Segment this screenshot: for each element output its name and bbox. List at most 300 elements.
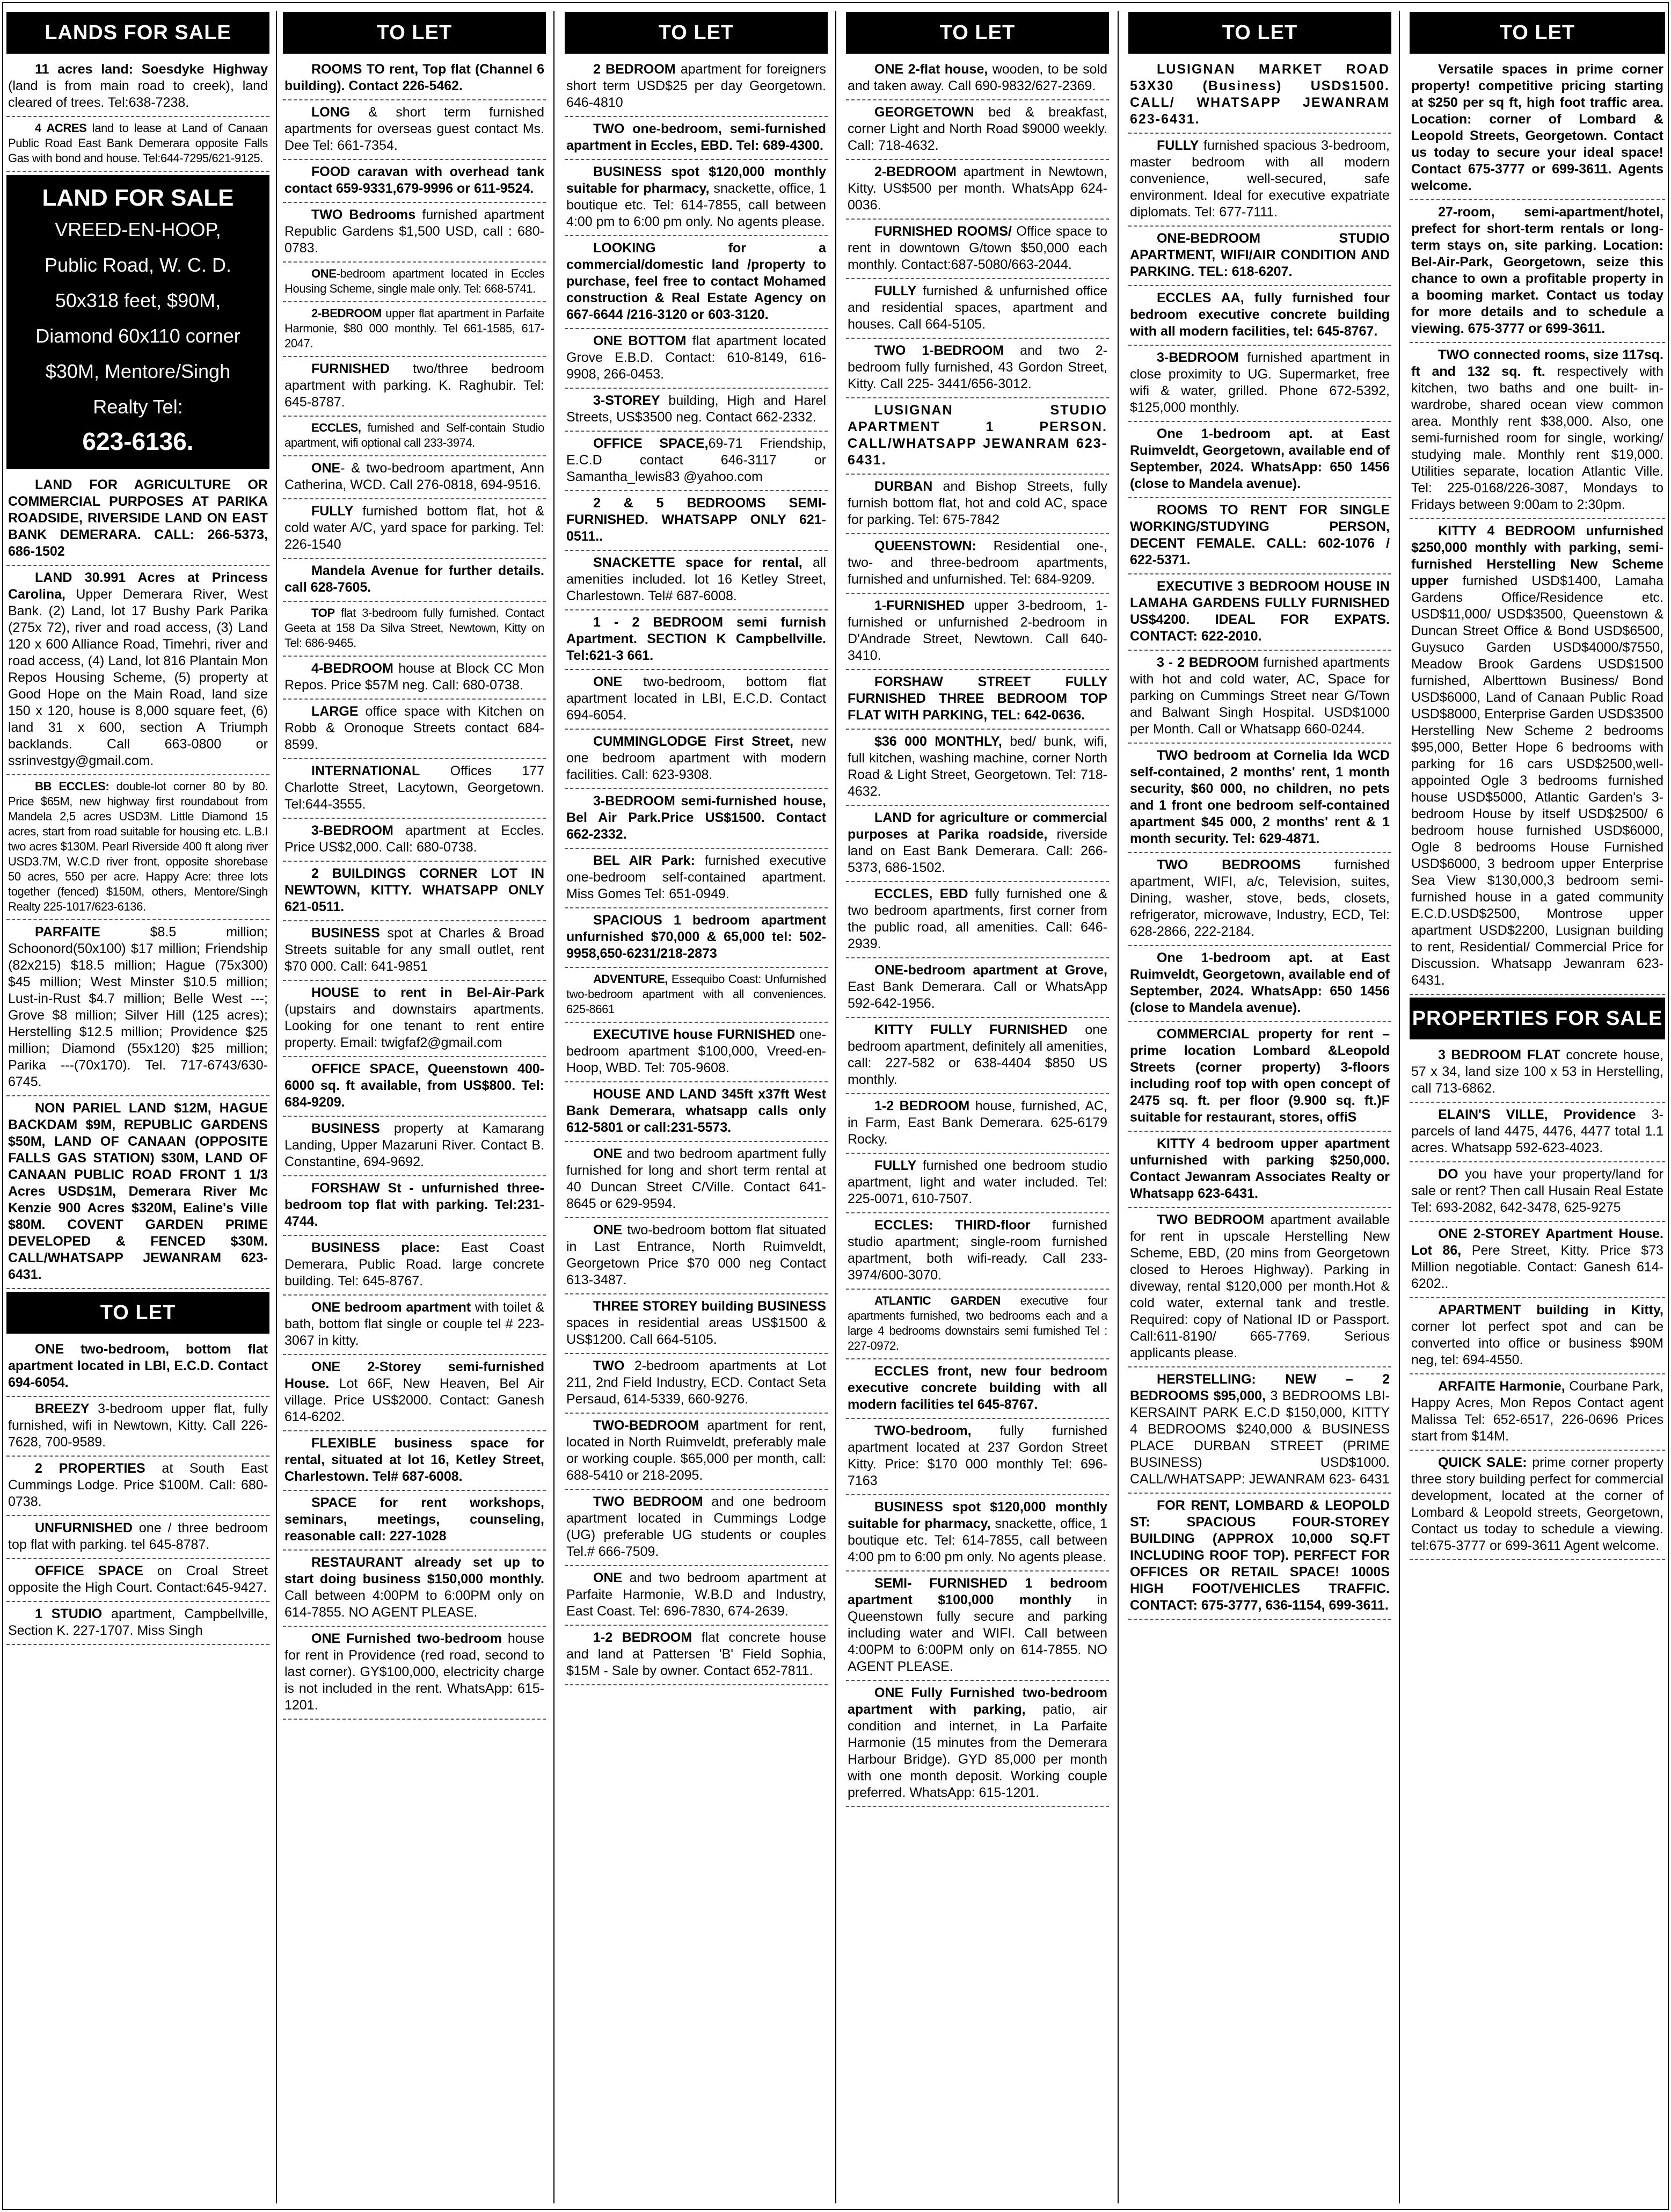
ad-body: apartment available for rent in upscale Herstelling New Scheme, EBD, (20 mins from Georgetown closed to Heroes Highway). Parking in diveway, rental $120,000 per month.Hot & cold water, external tank and trestle. Required: copy of National ID or Passport. Call:611-8190/ 665-7769. Serious applicants please. xyxy=(1130,1212,1390,1360)
column-divider xyxy=(835,11,836,2203)
classified-ad xyxy=(283,502,546,559)
classified-ad xyxy=(6,60,269,117)
ad-lead: QUEENSTOWN: xyxy=(874,539,976,554)
ad-body: Courbane Park, Happy Acres, Mon Repos Contact agent Malissa Tel: 652-6517, 226-0696 Prices start from $14M. xyxy=(1411,1379,1663,1444)
ad-lead: ONE Furnished two-bedroom xyxy=(311,1631,502,1646)
classified-ad xyxy=(1128,348,1391,422)
ad-lead: LUSIGNAN STUDIO APARTMENT 1 PERSON. CALL/WHATSAPP JEWANRAM 623-6431. xyxy=(848,403,1107,468)
ad-lead: TWO BEDROOMS xyxy=(1157,857,1301,872)
classified-ad xyxy=(283,562,546,602)
classified-ad xyxy=(565,120,828,160)
ad-body: spot at Charles & Broad Streets suitable for any small outlet, rent $70 000. Call: 641-9851 xyxy=(284,926,544,974)
ad-body: and one bedroom apartment located in Cummings Lodge (UG) preferable UG students or couples Tel.# 666-7509. xyxy=(566,1494,826,1559)
classified-ad xyxy=(846,732,1109,806)
ad-body: Pere Street, Kitty. Price $73 Million negotiable. Contact: Ganesh 614-6202.. xyxy=(1411,1243,1663,1291)
classified-ad xyxy=(1410,203,1665,343)
classified-ad xyxy=(283,984,546,1057)
ad-lead: ONE xyxy=(311,461,341,476)
classified-ad xyxy=(565,434,828,491)
ad-lead: ATLANTIC GARDEN xyxy=(874,1294,1001,1307)
ad-lead: LAND for agriculture or commercial purposes at Parika roadside, xyxy=(848,810,1107,842)
ad-body: fully furnished one & two bedroom apartments, first corner from the public road, all amenities. Call: 646-2939. xyxy=(848,886,1107,951)
ad-body: at South East Cummings Lodge. Price $100M. Call: 680-0738. xyxy=(8,1461,268,1509)
classified-ad xyxy=(846,60,1109,100)
ad-lead: ECCLES AA, fully furnished four bedroom executive concrete building with all modern facilities, tel: 645-8767. xyxy=(1130,290,1390,339)
column-to-let-3 xyxy=(846,12,1109,2203)
ad-lead: KITTY 4 BEDROOM unfurnished $250,000 monthly with parking, semi-furnished Herstelling New Scheme upper xyxy=(1411,523,1663,588)
ad-lead: GEORGETOWN xyxy=(874,105,974,120)
ad-lead: ECCLES, xyxy=(311,421,361,434)
box-title: LAND FOR SALE xyxy=(42,185,234,211)
column-to-let-2 xyxy=(565,12,828,2203)
ad-body: concrete house, 57 x 34, land size 100 x 53 in Herstelling, call 713-6862. xyxy=(1411,1047,1663,1096)
ad-body: Essequibo Coast: Unfurnished two-bedroom apartment with all conveniences. 625-8661 xyxy=(566,972,826,1016)
column-divider xyxy=(1118,11,1119,2203)
ad-lead: HOUSE AND LAND 345ft x37ft West Bank Demerara, whatsapp calls only 612-5801 or call:231-5573. xyxy=(566,1087,826,1135)
classified-ad xyxy=(565,163,828,236)
classified-ad xyxy=(846,1498,1109,1571)
classified-ad xyxy=(283,265,546,302)
ad-body: house, furnished, AC, in Farm, East Bank Demerara. 625-6179 Rocky. xyxy=(848,1098,1107,1147)
classified-ad xyxy=(1128,1496,1391,1620)
box-line: Realty Tel: xyxy=(93,396,183,418)
ad-body: upper flat apartment in Parfaite Harmonie, $80 000 monthly. Tel 661-1585, 617-2047. xyxy=(284,307,544,350)
ad-lead: FULLY xyxy=(874,283,917,299)
ad-body: apartment at Eccles. Price US$2,000. Call: 680-0738. xyxy=(284,823,544,855)
ad-body: 3-bedroom upper flat, fully furnished, wifi in Newtown, Kitty. Call 226-7628, 700-9589. xyxy=(8,1401,268,1450)
classified-ad xyxy=(565,1025,828,1082)
ad-body: $8.5 million; Schoonord(50x100) $17 million; Friendship (82x215) $18.5 million; Hague (75x300) $45 million; West Minster $10.5 million; Lust-in-Rust $4.7 million; Belle West ---; Grove $8 million; Silver Hill (125 acres); Herstelling $12.5 million; Providence $25 million; Diamond (55x120) $25 million; Parika ---(70x170). Tel. 717-6743/630-6745. xyxy=(8,925,268,1089)
ad-lead: BREEZY xyxy=(35,1401,90,1416)
classified-ad xyxy=(846,961,1109,1018)
classified-ad xyxy=(846,809,1109,882)
ad-body: apartment in Newtown, Kitty. US$500 per month. WhatsApp 624-0036. xyxy=(848,164,1107,213)
ad-lead: BB ECCLES: xyxy=(35,780,110,793)
classified-ad xyxy=(283,1119,546,1176)
classified-ad xyxy=(565,1145,828,1218)
classified-ad xyxy=(846,401,1109,475)
ad-lead: One 1-bedroom apt. at East Ruimveldt, Georgetown, available end of September, 2024. WhatsApp: 650 1456 (close to Mandela avenue). xyxy=(1130,426,1390,491)
classified-ad xyxy=(846,103,1109,160)
classified-ad xyxy=(565,673,828,730)
ad-lead: FORSHAW St - unfurnished three-bedroom top flat with parking. Tel:231-4744. xyxy=(284,1181,544,1229)
ad-body: flat concrete house and land at Pattersen 'B' Field Sophia, $15M - Sale by owner. Contact 652-7811. xyxy=(566,1630,826,1678)
ad-body: 2-bedroom apartments at Lot 211, 2nd Field Industry, ECD. Contact Seta Persaud, 614-5339, 660-9276. xyxy=(566,1358,826,1407)
ad-lead: ONE two-bedroom, bottom flat apartment located in LBI, E.C.D. Contact 694-6054. xyxy=(8,1342,268,1390)
classified-ad xyxy=(283,1298,546,1355)
ad-body: (upstairs and downstairs apartments. Looking for one tenant to rent entire property. Email: twigfaf2@gmail.com xyxy=(284,1002,544,1050)
ad-body: 3-parcels of land 4475, 4476, 4477 total 1.1 acres. Whatsapp 592-623-4023. xyxy=(1411,1107,1663,1155)
ad-body: furnished spacious 3-bedroom, master bedroom with all modern convenience, well-secured, safe environment. Ideal for executive expatriate diplomats. Tel: 677-7111. xyxy=(1130,138,1390,220)
classified-ad xyxy=(6,1519,269,1559)
column-divider xyxy=(553,11,554,2203)
ad-lead: ONE Fully Furnished two-bedroom apartment with parking, xyxy=(848,1685,1107,1717)
ad-lead: EXECUTIVE house FURNISHED xyxy=(593,1027,796,1042)
classified-ad xyxy=(283,924,546,981)
column-to-let-1 xyxy=(283,12,546,2203)
ad-body: furnished studio apartment; single-room furnished apartment, both wifi-ready. Call 233-3974/600-3070. xyxy=(848,1218,1107,1283)
classified-ad xyxy=(6,1459,269,1516)
ad-lead: ONE xyxy=(593,1146,623,1161)
ad-body: two-bedroom, bottom flat apartment located in LBI, E.C.D. Contact 694-6054. xyxy=(566,674,826,723)
ad-body: two/three bedroom apartment with parking. K. Raghubir. Tel: 645-8787. xyxy=(284,361,544,410)
ad-body: apartment for rent, located in North Ruimveldt, preferably male or working couple. $65,000 per month, call: 688-5410 or 218-2095. xyxy=(566,1418,826,1483)
ad-lead: 2 & 5 BEDROOMS SEMI-FURNISHED. WHATSAPP ONLY 621-0511.. xyxy=(566,496,826,544)
box-line: Public Road, W. C. D. xyxy=(44,254,232,276)
classified-ad xyxy=(283,1629,546,1720)
ad-lead: 1-2 BEDROOM xyxy=(874,1098,970,1114)
ad-lead: HERSTELLING: NEW – 2 BEDROOMS $95,000, xyxy=(1130,1372,1390,1403)
ad-body: snackette, office, 1 boutique etc. Tel: 614-7855, call between 4:00 pm to 6:00 pm only. No agents please. xyxy=(848,1516,1107,1565)
ad-body: flat 3-bedroom fully furnished. Contact Geeta at 158 Da Silva Street, Newtown, Kitty on Tel: 686-9465. xyxy=(284,606,544,650)
ad-body: house for rent in Providence (red road, second to last corner). GY$100,000, electricity charge is not included in the rent. WhatsApp: 615-1201. xyxy=(284,1631,544,1713)
classified-ad xyxy=(846,1156,1109,1213)
ad-body: land to lease at Land of Canaan Public Road East Bank Demerara opposite Falls Gas with bond and house. Tel:644-7295/621-9125. xyxy=(8,121,268,165)
ad-body: furnished apartment, WIFI, a/c, Television, suites, Dining, washer, stove, beds, closets, refrigerator, microwave, Industry, ECD, Tel: 628-2866, 222-2184. xyxy=(1130,857,1390,939)
classified-ad xyxy=(1128,577,1391,651)
classified-ad xyxy=(283,864,546,921)
ad-lead: LAND FOR AGRICULTURE OR COMMERCIAL PURPOSES AT PARIKA ROADSIDE, RIVERSIDE LAND ON EAST BANK DEMERARA. CALL: 266-5373, 686-1502 xyxy=(8,477,268,559)
classified-ad xyxy=(6,1562,269,1602)
classified-ad xyxy=(283,821,546,862)
ad-body: furnished & unfurnished office and residential spaces, apartment and houses. Call 664-5105. xyxy=(848,283,1107,332)
ad-body: respectively with kitchen, two baths and one built- in-wardrobe, shared ocean view common area. Monthly rent $38,000. Also, one semi-furnished room for single, working/ studying male. Monthly rent $19,000. Utilities separate, location Atlantic Ville. Tel: 225-0168/226-3087, Mondays to Fridays between 9:00am to 2:30pm. xyxy=(1411,364,1663,512)
ad-lead: 2 BEDROOM xyxy=(593,62,676,77)
classified-ad xyxy=(846,537,1109,594)
ad-lead: TWO-bedroom, xyxy=(874,1423,972,1438)
ad-lead: ONE BOTTOM xyxy=(593,333,687,348)
classified-ad xyxy=(283,659,546,700)
ad-body: - & two-bedroom apartment, Ann Catherina, WCD. Call 276-0818, 694-9516. xyxy=(284,461,544,492)
ad-lead: SPACIOUS 1 bedroom apartment unfurnished $70,000 & 65,000 tel: 502-9958,650-6231/218-2873 xyxy=(566,913,826,961)
ad-lead: ECCLES: THIRD-floor xyxy=(874,1218,1031,1233)
ad-lead: RESTAURANT already set up to start doing business $150,000 monthly. xyxy=(284,1555,544,1587)
ad-lead: TWO BEDROOM xyxy=(593,1494,703,1509)
ad-body: & short term furnished apartments for overseas guest contact Ms. Dee Tel: 661-7354. xyxy=(284,105,544,153)
ad-body: one / three bedroom top flat with parking. tel 645-8787. xyxy=(8,1520,268,1552)
ad-lead: ONE-BEDROOM STUDIO APARTMENT, WIFI/AIR CONDITION AND PARKING. TEL: 618-6207. xyxy=(1130,231,1390,279)
ad-body: and two bedroom apartment fully furnished for long and short term rental at 40 Duncan Street C/Ville. Contact 641-8645 or 629-9594. xyxy=(566,1146,826,1211)
ad-lead: BUSINESS spot $120,000 monthly suitable for pharmacy, xyxy=(848,1500,1107,1531)
ad-lead: ONE xyxy=(593,674,623,689)
ad-body: in Queenstown fully secure and parking including water and WIFI. Call between 4:00PM to 6:00PM only on 614-7855. NO AGENT PLEASE. xyxy=(848,1592,1107,1674)
ad-lead: LARGE xyxy=(311,704,359,719)
classified-ad xyxy=(1128,653,1391,744)
ad-lead: ONE 2-STOREY Apartment House. Lot 86, xyxy=(1411,1226,1663,1258)
classified-ad xyxy=(283,1434,546,1491)
classified-ad xyxy=(846,477,1109,534)
classified-ad xyxy=(565,1221,828,1294)
ad-lead: $36 000 MONTHLY, xyxy=(874,734,1002,749)
ad-lead: ONE xyxy=(311,267,337,280)
ad-lead: NON PARIEL LAND $12M, HAGUE BACKDAM $9M, REPUBLIC GARDENS $50M, LAND OF CANAAN (OPPOSITE FALLS GAS STATION) $30M, LAND OF CANAAN PUBLIC ROAD FRONT 1 1/3 Acres USD$1M, Demerara River Mc Kenzie 900 Acres $320M, Ealine's Ville $80M. COVENT GARDEN PRIME DEVELOPED & FENCED $30M. CALL/WHATSAPP JEWANRAM 623-6431. xyxy=(8,1101,268,1282)
classified-ad xyxy=(1128,229,1391,286)
ad-lead: ROOMS TO RENT FOR SINGLE WORKING/STUDYING PERSON, DECENT FEMALE. CALL: 602-1076 / 622-5371. xyxy=(1130,503,1390,567)
ad-lead: PARFAITE xyxy=(35,925,100,940)
classified-ad xyxy=(283,360,546,417)
section-header: TO LET xyxy=(1410,12,1665,54)
ad-lead: TWO bedroom at Cornelia Ida WCD self-contained, 2 months' rent, 1 month security, $60 000, no children, no pets and 1 front one bedroom self-contained apartment $45 000, 2 months' rent & 1 month security. Tel: 629-4871. xyxy=(1130,748,1390,846)
section-header: TO LET xyxy=(6,1292,269,1334)
ad-body: snackette, office, 1 boutique etc. Tel: 614-7855, call between 4:00 pm to 6:00 pm only. No agents please. xyxy=(566,181,826,229)
box-line: Diamond 60x110 corner xyxy=(35,325,240,347)
classified-ad xyxy=(846,1422,1109,1495)
classified-ad xyxy=(1410,1301,1665,1374)
classified-ad xyxy=(846,1097,1109,1154)
column-divider xyxy=(276,11,277,2203)
ad-body: Lot 66F, New Heaven, Bel Air village. Price US$2000. Contact: Ganesh 614-6202. xyxy=(284,1376,544,1424)
ad-lead: BUSINESS place: xyxy=(311,1240,440,1255)
ad-lead: BEL AIR Park: xyxy=(593,853,695,868)
ad-lead: FULLY xyxy=(311,504,354,519)
classified-ad xyxy=(565,60,828,117)
ad-lead: FLEXIBLE business space for rental, situated at lot 16, Ketley Street, Charlestown. Tel# 687-6008. xyxy=(284,1436,544,1484)
ad-body: and Bishop Streets, fully furnish bottom flat, hot and cold AC, space for parking. Tel: 675-7842 xyxy=(848,479,1107,527)
ad-body: office space with Kitchen on Robb & Oronoque Streets contact 684-8599. xyxy=(284,704,544,752)
classified-ad xyxy=(283,1494,546,1551)
ad-lead: ECCLES, EBD xyxy=(874,886,968,901)
ad-lead: TWO Bedrooms xyxy=(311,207,416,222)
ad-body: East Bank Demerara. Call or WhatsApp 592-642-1956. xyxy=(848,979,1107,1011)
classified-ad xyxy=(283,419,546,456)
classified-ad xyxy=(1128,856,1391,946)
ad-body: furnished bottom flat, hot & cold water A/C, yard space for parking. Tel: 226-1540 xyxy=(284,504,544,552)
ad-lead: OFFICE SPACE, Queenstown 400-6000 sq. ft available, from US$800. Tel: 684-9209. xyxy=(284,1061,544,1110)
classified-ad xyxy=(283,163,546,203)
column-lands-for-sale xyxy=(6,12,269,2203)
ad-body: spaces in residential areas US$1500 & US$1200. Call 664-5105. xyxy=(566,1315,826,1347)
classified-ad xyxy=(6,1400,269,1457)
classified-ad xyxy=(283,1358,546,1431)
ad-lead: 2 BUILDINGS CORNER LOT IN NEWTOWN, KITTY. WHATSAPP ONLY 621-0511. xyxy=(284,866,544,914)
classified-ad xyxy=(283,60,546,100)
ad-lead: ONE-bedroom apartment at Grove, xyxy=(874,963,1107,978)
ad-lead: BUSINESS xyxy=(311,1121,380,1136)
ad-lead: LONG xyxy=(311,105,351,120)
ad-lead: SEMI- FURNISHED 1 bedroom apartment $100,000 monthly xyxy=(848,1576,1107,1607)
classified-ad xyxy=(846,885,1109,958)
classified-ad xyxy=(1410,1105,1665,1162)
classified-ad xyxy=(1128,1211,1391,1367)
ad-body: you have your property/land for sale or rent? Then call Husain Real Estate Tel: 693-2082, 642-3478, 625-9275 xyxy=(1411,1167,1663,1215)
ad-body: -bedroom apartment located in Eccles Housing Scheme, single male only. Tel: 668-5741. xyxy=(284,267,544,295)
ad-lead: 27-room, semi-apartment/hotel, prefect for short-term rentals or long-term stays on, site parking. Location: Bel-Air-Park, Georgetown, seize this chance to own a profitable property in a booming market. Contact us today for more details and to schedule a viewing. 675-3777 or 699-3611. xyxy=(1411,205,1663,336)
ad-lead: 4-BEDROOM xyxy=(311,661,393,676)
ad-body: patio, air condition and internet, in La Parfaite Harmonie (15 minutes from the Demerara Harbour Bridge). GYD 85,000 per month with one month deposit. Working couple preferred. WhatsApp: 615-1201. xyxy=(848,1702,1107,1800)
ad-body: new one bedroom apartment with modern facilities. Call: 623-9308. xyxy=(566,734,826,782)
ad-lead: FOR RENT, LOMBARD & LEOPOLD ST: SPACIOUS FOUR-STOREY BUILDING (APPROX 10,000 SQ.FT INCLUDING ROOF TOP). PERFECT FOR OFFICES OR RETAIL SPACE! 1000S HIGH FOOT/VEHICLES TRAFFIC. CONTACT: 675-3777, 636-1154, 699-3611. xyxy=(1130,1498,1390,1613)
classified-ad xyxy=(6,778,269,920)
ad-body: bed/ bunk, wifi, full kitchen, washing machine, corner North Road & Light Street, Georgetown. Tel: 718-4632. xyxy=(848,734,1107,799)
ad-body: one bedroom apartment, definitely all amenities, call: 227-582 or 638-4404 $850 US monthly. xyxy=(848,1022,1107,1087)
classified-ad xyxy=(565,554,828,610)
classified-ad xyxy=(1128,1370,1391,1494)
classified-ad xyxy=(1410,1046,1665,1103)
classified-ad xyxy=(283,1179,546,1236)
ad-body: wooden, to be sold and taken away. Call 690-9832/627-2369. xyxy=(848,62,1107,93)
ad-body: corner lot perfect spot and can be converted into office or business $90M neg, tel: 694-4550. xyxy=(1411,1319,1663,1367)
ad-body: one-bedroom apartment $100,000, Vreed-en-Hoop, WBD. Tel: 705-9608. xyxy=(566,1027,826,1075)
ad-body: building, High and Harel Streets, US$3500 neg. Contact 662-2332. xyxy=(566,393,826,425)
ad-lead: ARFAITE Harmonie, xyxy=(1438,1379,1565,1394)
ad-lead: TWO BEDROOM xyxy=(1157,1212,1265,1227)
classified-ad xyxy=(565,1357,828,1414)
ad-body: and two 2-bedroom fully furnished, 43 Gordon Street, Kitty. Call 225- 3441/656-3012. xyxy=(848,343,1107,391)
ad-lead: LUSIGNAN MARKET ROAD 53X30 (Business) USD$1500. CALL/ WHATSAPP JEWANRAM 623-6431. xyxy=(1130,62,1390,127)
ad-body: furnished apartment in close proximity to UG. Supermarket, free wifi & water, grilled. Phone 672-5392, $125,000 monthly. xyxy=(1130,350,1390,415)
ad-lead: KITTY 4 bedroom upper apartment unfurnished with parking $250,000. Contact Jewanram Associates Realty or Whatsapp 623-6431. xyxy=(1130,1136,1390,1201)
ad-lead: LOOKING for a commercial/domestic land /property to purchase, feel free to contact Mohamed construction & Real Estate Agency on 667-6644 /216-3120 or 603-3120. xyxy=(566,241,826,322)
ad-lead: SPACE for rent workshops, seminars, meetings, counseling, reasonable call: 227-1028 xyxy=(284,1495,544,1544)
classified-ad xyxy=(565,971,828,1023)
ad-body: Upper Demerara River, West Bank. (2) Land, lot 17 Bushy Park Parika (275x 72), river and road access, (3) Land 120 x 600 Alliance Road, Timehri, river and road access, (4) Land, lot 816 Plantain Mon Repos Housing Scheme, (5) property at Good Hope on the Main Road, land size 150 x 120, house is 8,000 square feet, (6) land 31 x 600, section A Triumph backlands. Call 663-0800 or ssrinvestgy@gmail.com. xyxy=(8,587,268,768)
ad-lead: ECCLES front, new four bedroom executive concrete building with all modern facilities tel 645-8767. xyxy=(848,1364,1107,1412)
ad-body: apartment for foreigners short term USD$25 per day Georgetown. 646-4810 xyxy=(566,62,827,110)
ad-lead: 3 - 2 BEDROOM xyxy=(1157,655,1259,670)
classified-ad xyxy=(565,332,828,389)
classified-ad xyxy=(1128,289,1391,346)
land-for-sale-box xyxy=(6,175,269,469)
classified-ad xyxy=(283,103,546,160)
section-header: TO LET xyxy=(283,12,546,54)
classified-ad xyxy=(565,391,828,432)
section-header: TO LET xyxy=(1128,12,1391,54)
ad-lead: ONE bedroom apartment xyxy=(311,1300,471,1315)
classified-ad xyxy=(283,206,546,263)
ad-body: bed & breakfast, corner Light and North Road $9000 weekly. Call: 718-4632. xyxy=(848,105,1107,153)
ad-body: upper 3-bedroom, 1-furnished or unfurnished 2-bedroom in D'Andrade Street, Newtown. Call 640-3410. xyxy=(848,598,1107,663)
ad-lead: DO xyxy=(1438,1167,1458,1182)
classified-ad xyxy=(1128,136,1391,227)
classified-ad xyxy=(846,1021,1109,1094)
classified-ad xyxy=(6,923,269,1096)
ad-lead: FOOD caravan with overhead tank contact 659-9331,679-9996 or 611-9524. xyxy=(284,164,544,196)
classified-ad xyxy=(283,702,546,759)
ad-lead: BUSINESS spot $120,000 monthly suitable for pharmacy, xyxy=(566,164,826,196)
classified-ad xyxy=(565,852,828,908)
classified-ad xyxy=(565,613,828,670)
ad-lead: KITTY FULLY FURNISHED xyxy=(874,1022,1068,1037)
box-line: 50x318 feet, $90M, xyxy=(55,289,221,311)
ad-lead: 3-BEDROOM semi-furnished house, Bel Air Park.Price US$1500. Contact 662-2332. xyxy=(566,794,826,842)
ad-body: executive four apartments furnished, two bedrooms each and a large 4 bedrooms downstairs semi furnished Tel : 227-0972. xyxy=(848,1294,1108,1352)
classified-ad xyxy=(6,1605,269,1645)
ad-lead: 1-FURNISHED xyxy=(874,598,965,613)
ad-body: Call between 4:00PM to 6:00PM only on 614-7855. NO AGENT PLEASE. xyxy=(284,1588,544,1620)
ad-lead: 11 acres land: Soesdyke Highway xyxy=(35,62,268,77)
classified-ad xyxy=(846,596,1109,670)
classified-ad xyxy=(1410,346,1665,519)
ad-lead: EXECUTIVE 3 BEDROOM HOUSE IN LAMAHA GARDENS FULLY FURNISHED US$4200. IDEAL FOR EXPATS. CONTACT: 622-2010. xyxy=(1130,579,1390,644)
classified-ad xyxy=(846,1362,1109,1419)
ad-body: house at Block CC Mon Repos. Price $57M neg. Call: 680-0738. xyxy=(284,661,544,693)
ad-lead: ONE xyxy=(593,1570,623,1585)
classified-ad xyxy=(6,569,269,775)
ad-lead: TWO connected rooms, size 117sq. ft and 132 sq. ft. xyxy=(1411,347,1663,379)
ad-lead: ONE 2-Storey semi-furnished House. xyxy=(284,1359,544,1391)
classified-ad xyxy=(846,282,1109,339)
ad-lead: ELAIN'S VILLE, Providence xyxy=(1438,1107,1636,1122)
ad-lead: INTERNATIONAL xyxy=(311,763,420,778)
classified-ad xyxy=(846,341,1109,398)
classified-ad xyxy=(1410,1165,1665,1222)
ad-lead: 3-BEDROOM xyxy=(1157,350,1239,365)
ad-body: with toilet & bath, bottom flat single or couple tel # 223-3067 in kitty. xyxy=(284,1300,545,1348)
classified-ad xyxy=(565,1085,828,1142)
ad-lead: 1 - 2 BEDROOM semi furnish Apartment. SECTION K Campbellville. Tel:621-3 661. xyxy=(566,615,826,663)
classified-ad xyxy=(6,120,269,172)
ad-body: riverside land on East Bank Demerara. Call: 266-5373, 686-1502. xyxy=(848,827,1108,875)
section-header: PROPERTIES FOR SALE xyxy=(1410,998,1665,1039)
classified-ad xyxy=(565,494,828,551)
ad-body: two-bedroom bottom flat situated in Last Entrance, North Ruimveldt, Georgetown Price $70 000 neg Contact 613-3487. xyxy=(566,1223,826,1287)
ad-lead: SNACKETTE space for rental, xyxy=(593,555,802,570)
classified-ad xyxy=(283,762,546,819)
section-header: LANDS FOR SALE xyxy=(6,12,269,54)
classified-ad xyxy=(565,1569,828,1626)
section-header: TO LET xyxy=(565,12,828,54)
ad-lead: HOUSE to rent in Bel-Air-Park xyxy=(311,985,544,1000)
classified-ad xyxy=(1128,501,1391,574)
column-divider xyxy=(1399,11,1400,2203)
ad-body: furnished apartment Republic Gardens $1,500 USD, call : 680-0783. xyxy=(284,207,544,256)
ad-body: 69-71 Friendship, E.C.D contact 646-3117 or Samantha_lewis83 @yahoo.com xyxy=(566,436,826,484)
ad-body: on Croal Street opposite the High Court. Contact:645-9427. xyxy=(8,1563,268,1595)
classified-ad xyxy=(846,1216,1109,1290)
classified-ad xyxy=(1128,746,1391,853)
classified-ad xyxy=(565,1628,828,1685)
classified-ad xyxy=(1410,1225,1665,1298)
column-to-let-5 xyxy=(1410,12,1665,2203)
ad-body: East Coast Demerara, Public Road. large concrete building. Tel: 645-8767. xyxy=(284,1240,544,1289)
ad-lead: ONE 2-flat house, xyxy=(874,62,988,77)
classified-ad xyxy=(283,459,546,499)
ad-lead: OFFICE SPACE, xyxy=(593,436,709,451)
ad-lead: TWO-BEDROOM xyxy=(593,1418,699,1433)
box-phone: 623-6136. xyxy=(82,427,194,455)
ad-lead: TWO xyxy=(593,1358,625,1373)
classified-ad xyxy=(846,1292,1109,1359)
ad-body: fully furnished apartment located at 237 Gordon Street Kitty. Price: $170 000 monthly Tel: 696-7163 xyxy=(848,1423,1107,1488)
ad-lead: QUICK SALE: xyxy=(1438,1455,1527,1470)
ad-lead: ROOMS TO rent, Top flat (Channel 6 building). Contact 226-5462. xyxy=(284,62,544,93)
ad-lead: 4 ACRES xyxy=(35,121,87,135)
classified-ad xyxy=(1128,949,1391,1022)
ad-body: furnished one bedroom studio apartment, light and water included. Tel: 225-0071, 610-7507. xyxy=(848,1158,1107,1206)
ad-body: prime corner property three story building perfect for commercial development, located at the corner of Lombard & Leopold streets, Georgetown, Contact us today to schedule a viewing. tel:675-3777 or 699-3611 Agent welcome. xyxy=(1411,1455,1663,1553)
ad-lead: 2-BEDROOM xyxy=(874,164,957,179)
ad-lead: ONE xyxy=(593,1223,623,1238)
classified-ad xyxy=(565,792,828,849)
ad-lead: BUSINESS xyxy=(311,926,380,941)
column-to-let-4 xyxy=(1128,12,1391,2203)
ad-lead: ADVENTURE, xyxy=(593,972,668,986)
classified-ad xyxy=(1128,60,1391,134)
ad-lead: FURNISHED xyxy=(311,361,390,376)
ad-lead: 2 PROPERTIES xyxy=(35,1461,145,1476)
classified-ad xyxy=(283,1553,546,1627)
ad-lead: TOP xyxy=(311,606,335,620)
classified-ad xyxy=(283,605,546,657)
classified-ad xyxy=(6,1099,269,1289)
classified-ad xyxy=(1128,425,1391,498)
ad-body: and two bedroom apartment at Parfaite Harmonie, W.B.D and Industry, East Coast. Tel: 696-7830, 674-2639. xyxy=(566,1570,826,1619)
ad-lead: TWO one-bedroom, semi-furnished apartment in Eccles, EBD. Tel: 689-4300. xyxy=(566,121,826,153)
ad-body: (land is from main road to creek), land cleared of trees. Tel:638-7238. xyxy=(8,78,268,110)
section-header: TO LET xyxy=(846,12,1109,54)
ad-body: double-lot corner 80 by 80. Price $65M, new highway first roundabout from Mandela 2,5 acres USD3M. Little Diamond 15 acres, start from road suitable for housing etc. L.B.I two acres $130M. Pearl Riverside 400 ft along river USD3.7M, W.C.D river front, opposite shorebase 50 acres, 550 per acre. Happy Acre: three lots together (fenced) $150M, others, Mentore/Singh Realty 225-1017/623-6136. xyxy=(8,780,268,913)
ad-body: furnished and Self-contain Studio apartment, wifi optional call 233-3974. xyxy=(284,421,544,449)
